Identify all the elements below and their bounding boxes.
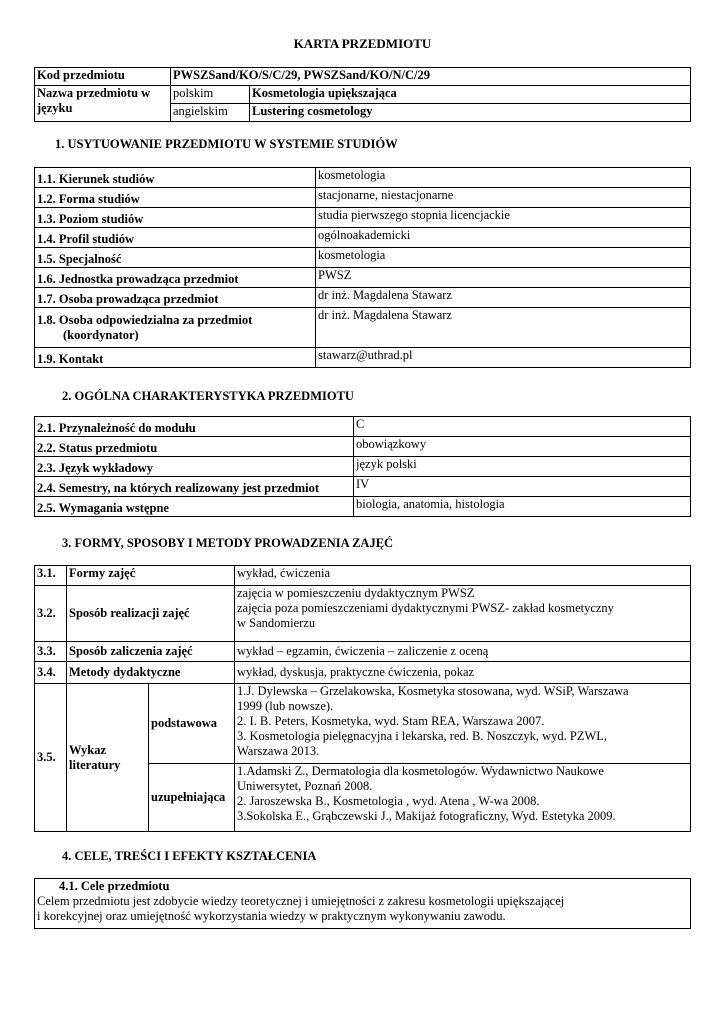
realization-line: zajęcia w pomieszczeniu dydaktycznym PWSZ <box>237 586 475 600</box>
supplementary-literature-label: uzupełniająca <box>149 764 235 832</box>
s1-label: 1.7. Osoba prowadząca przedmiot <box>35 288 316 308</box>
s2-value: IV <box>354 477 691 497</box>
supplementary-literature-list <box>235 764 691 832</box>
s2-label: 2.1. Przynależność do modułu <box>35 417 354 437</box>
realization-list <box>235 586 691 642</box>
realization-line: w Sandomierzu <box>237 616 316 630</box>
s1-value: ogólnoakademicki <box>316 228 691 248</box>
section3-heading: 3. FORMY, SPOSOBY I METODY PROWADZENIA ZAJĘĆ <box>62 536 394 550</box>
realization-line: zajęcia poza pomieszczeniami dydaktycznymi PWSZ- zakład kosmetyczny <box>237 601 614 615</box>
s1-label: 1.1. Kierunek studiów <box>35 168 316 188</box>
name-en: Lustering cosmetology <box>250 104 691 122</box>
basic-literature-label: podstawowa <box>149 684 235 764</box>
s1-value: kosmetologia <box>316 168 691 188</box>
section1-heading: 1. USYTUOWANIE PRZEDMIOTU W SYSTEMIE STUDIÓW <box>55 137 398 151</box>
s3-num: 3.4. <box>35 662 67 684</box>
s1-label: 1.4. Profil studiów <box>35 228 316 248</box>
s1-label: 1.2. Forma studiów <box>35 188 316 208</box>
s3-num: 3.3. <box>35 642 67 662</box>
s1-label: 1.6. Jednostka prowadząca przedmiot <box>35 268 316 288</box>
literature-line: Warszawa 2013. <box>237 744 320 758</box>
s1-label-coordinator <box>35 308 316 348</box>
lang-pl: polskim <box>171 86 250 104</box>
s1-label: 1.9. Kontakt <box>35 348 316 368</box>
s3-value: wykład, ćwiczenia <box>235 566 691 586</box>
s1-value: dr inż. Magdalena Stawarz <box>316 308 691 348</box>
s3-value: wykład, dyskusja, praktyczne ćwiczenia, pokaz <box>235 662 691 684</box>
literature-label: Wykaz literatury <box>67 684 149 832</box>
section4-table <box>34 878 691 929</box>
lang-en: angielskim <box>171 104 250 122</box>
s2-value: C <box>354 417 691 437</box>
section2-table <box>34 416 691 517</box>
s2-value: biologia, anatomia, histologia <box>354 497 691 517</box>
subject-header-table <box>34 67 691 122</box>
literature-line: 3.Sokolska E., Grąbczewski J., Makijaż fotograficzny, Wyd. Estetyka 2009. <box>237 809 616 823</box>
code-label: Kod przedmiotu <box>35 68 171 86</box>
s2-value: obowiązkowy <box>354 437 691 457</box>
s3-num: 3.5. <box>35 684 67 832</box>
section4-heading: 4. CELE, TREŚCI I EFEKTY KSZTAŁCENIA <box>62 849 317 863</box>
s3-label: Sposób realizacji zajęć <box>67 586 235 642</box>
goals-heading: 4.1. Cele przedmiotu <box>59 879 170 893</box>
s1-value: studia pierwszego stopnia licencjackie <box>316 208 691 228</box>
s2-label: 2.5. Wymagania wstępne <box>35 497 354 517</box>
literature-line: 1999 (lub nowsze). <box>237 699 334 713</box>
s1-value: dr inż. Magdalena Stawarz <box>316 288 691 308</box>
literature-line: 1.Adamski Z., Dermatologia dla kosmetologów. Wydawnictwo Naukowe <box>237 764 604 778</box>
coordinator-label-line2: (koordynator) <box>63 327 139 342</box>
section1-table <box>34 167 691 368</box>
literature-line: 1.J. Dylewska – Grzelakowska, Kosmetyka stosowana, wyd. WSiP, Warszawa <box>237 684 629 698</box>
s3-label: Sposób zaliczenia zajęć <box>67 642 235 662</box>
s1-value: kosmetologia <box>316 248 691 268</box>
basic-literature-list <box>235 684 691 764</box>
coordinator-label-line1: 1.8. Osoba odpowiedzialna za przedmiot <box>37 312 253 327</box>
s3-label: Metody dydaktyczne <box>67 662 235 684</box>
s3-num: 3.1. <box>35 566 67 586</box>
goals-line: i korekcyjnej oraz umiejętność wykorzystania wiedzy w praktycznym wykonywaniu zawodu. <box>37 909 506 923</box>
section3-table <box>34 565 691 832</box>
s2-label: 2.3. Język wykładowy <box>35 457 354 477</box>
s2-value: język polski <box>354 457 691 477</box>
literature-line: Uniwersytet, Poznań 2008. <box>237 779 373 793</box>
s1-value: PWSZ <box>316 268 691 288</box>
s1-label: 1.3. Poziom studiów <box>35 208 316 228</box>
s3-num: 3.2. <box>35 586 67 642</box>
name-label: Nazwa przedmiotu w języku <box>35 86 171 122</box>
s3-label: Formy zajęć <box>67 566 235 586</box>
code-value: PWSZSand/KO/S/C/29, PWSZSand/KO/N/C/29 <box>171 68 691 86</box>
literature-line: 3. Kosmetologia pielęgnacyjna i lekarska, red. B. Noszczyk, wyd. PZWL, <box>237 729 608 743</box>
contact-email: stawarz@uthrad.pl <box>316 348 691 368</box>
s1-value: stacjonarne, niestacjonarne <box>316 188 691 208</box>
goals-cell <box>35 879 691 929</box>
literature-line: 2. Jaroszewska B., Kosmetologia , wyd. Atena , W-wa 2008. <box>237 794 540 808</box>
s2-label: 2.4. Semestry, na których realizowany jest przedmiot <box>35 477 354 497</box>
s3-value: wykład – egzamin, ćwiczenia – zaliczenie z oceną <box>235 642 691 662</box>
s1-label: 1.5. Specjalność <box>35 248 316 268</box>
section2-heading: 2. OGÓLNA CHARAKTERYSTYKA PRZEDMIOTU <box>62 389 354 403</box>
name-pl: Kosmetologia upiększająca <box>250 86 691 104</box>
literature-line: 2. I. B. Peters, Kosmetyka, wyd. Stam REA, Warszawa 2007. <box>237 714 545 728</box>
goals-line: Celem przedmiotu jest zdobycie wiedzy teoretycznej i umiejętności z zakresu kosmetologii upiększającej <box>37 894 565 908</box>
document-title: KARTA PRZEDMIOTU <box>293 36 432 51</box>
s2-label: 2.2. Status przedmiotu <box>35 437 354 457</box>
